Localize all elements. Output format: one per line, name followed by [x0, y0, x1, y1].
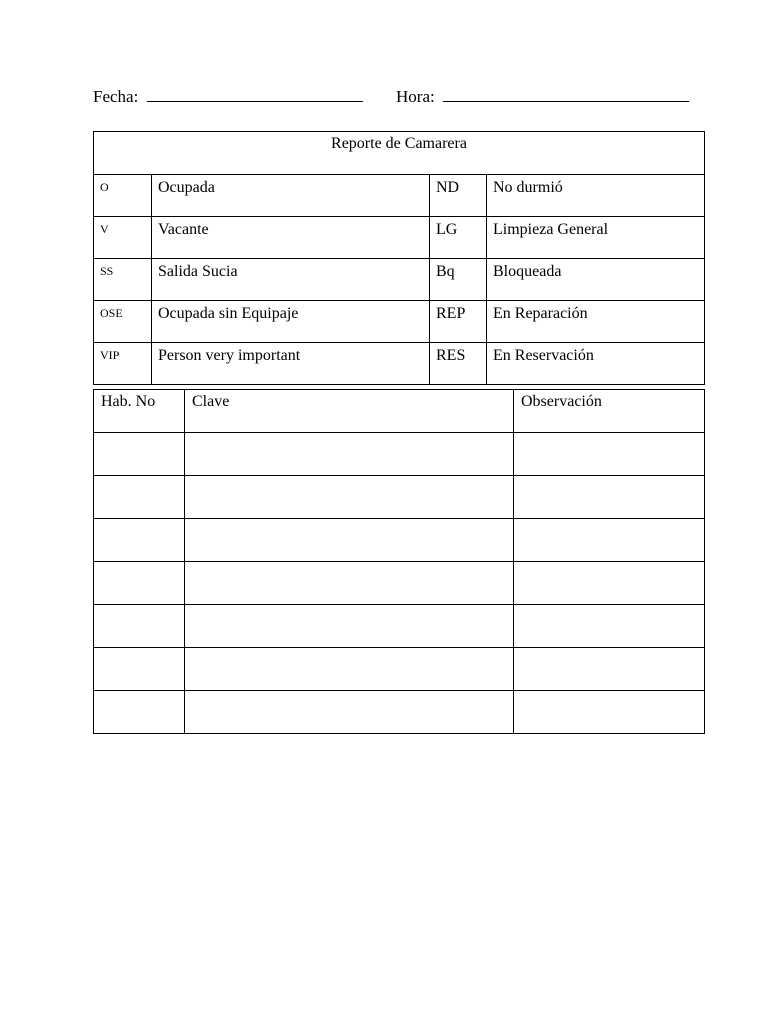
legend-row	[94, 259, 705, 301]
observacion-cell[interactable]	[514, 433, 705, 476]
legend-code: V	[94, 217, 152, 259]
clave-cell[interactable]	[185, 433, 514, 476]
observacion-cell[interactable]	[514, 691, 705, 734]
legend-code: SS	[94, 259, 152, 301]
hora-label: Hora:	[396, 87, 435, 106]
fecha-label: Fecha:	[93, 87, 139, 106]
table-row	[94, 433, 705, 476]
table-row	[94, 605, 705, 648]
clave-cell[interactable]	[185, 691, 514, 734]
clave-cell[interactable]	[185, 605, 514, 648]
legend-code: Bq	[430, 259, 487, 301]
clave-cell[interactable]	[185, 562, 514, 605]
report-title: Reporte de Camarera	[94, 132, 705, 175]
legend-label: Vacante	[152, 217, 430, 259]
table-row	[94, 476, 705, 519]
hab-no-cell[interactable]	[94, 691, 185, 734]
legend-code: LG	[430, 217, 487, 259]
table-row	[94, 648, 705, 691]
legend-label: Ocupada	[152, 175, 430, 217]
legend-row	[94, 301, 705, 343]
legend-row	[94, 343, 705, 385]
hab-no-cell[interactable]	[94, 476, 185, 519]
legend-code: RES	[430, 343, 487, 385]
column-header-hab-no: Hab. No	[94, 390, 185, 433]
column-header-observacion: Observación	[514, 390, 705, 433]
legend-table	[93, 131, 705, 385]
legend-label: En Reservación	[487, 343, 705, 385]
legend-code: OSE	[94, 301, 152, 343]
observacion-cell[interactable]	[514, 648, 705, 691]
table-row	[94, 519, 705, 562]
table-row	[94, 691, 705, 734]
hora-blank-line[interactable]	[443, 87, 689, 102]
legend-label: Ocupada sin Equipaje	[152, 301, 430, 343]
fecha-blank-line[interactable]	[147, 87, 363, 102]
clave-cell[interactable]	[185, 519, 514, 562]
observacion-cell[interactable]	[514, 519, 705, 562]
legend-code: VIP	[94, 343, 152, 385]
hora-field[interactable]	[396, 86, 689, 108]
legend-label: No durmió	[487, 175, 705, 217]
legend-code: ND	[430, 175, 487, 217]
rooms-header-row	[94, 390, 705, 433]
legend-label: Bloqueada	[487, 259, 705, 301]
legend-label: Salida Sucia	[152, 259, 430, 301]
clave-cell[interactable]	[185, 476, 514, 519]
legend-label: Person very important	[152, 343, 430, 385]
column-header-clave: Clave	[185, 390, 514, 433]
hab-no-cell[interactable]	[94, 519, 185, 562]
table-row	[94, 562, 705, 605]
legend-row	[94, 217, 705, 259]
rooms-table	[93, 389, 705, 734]
legend-code: O	[94, 175, 152, 217]
clave-cell[interactable]	[185, 648, 514, 691]
observacion-cell[interactable]	[514, 605, 705, 648]
hab-no-cell[interactable]	[94, 562, 185, 605]
hab-no-cell[interactable]	[94, 605, 185, 648]
legend-row	[94, 175, 705, 217]
legend-label: En Reparación	[487, 301, 705, 343]
legend-code: REP	[430, 301, 487, 343]
hab-no-cell[interactable]	[94, 648, 185, 691]
hab-no-cell[interactable]	[94, 433, 185, 476]
observacion-cell[interactable]	[514, 476, 705, 519]
observacion-cell[interactable]	[514, 562, 705, 605]
legend-label: Limpieza General	[487, 217, 705, 259]
fecha-field[interactable]	[93, 86, 363, 108]
